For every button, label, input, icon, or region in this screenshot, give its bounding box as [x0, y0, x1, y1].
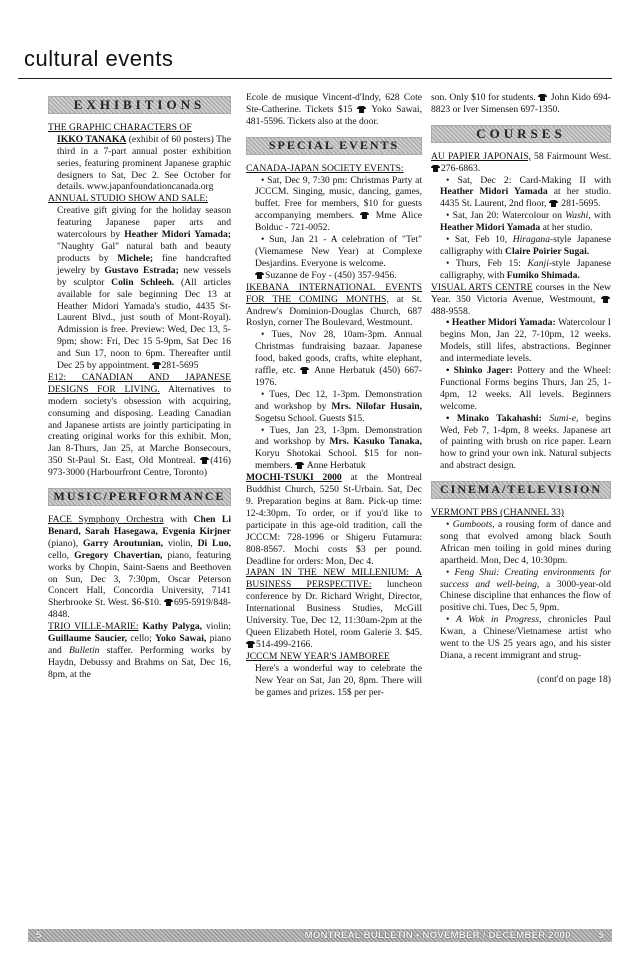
cinema-television-banner: CINEMA/TELEVISION — [431, 481, 611, 499]
program-title: Gumboots, — [452, 519, 495, 530]
exhibition-entry — [48, 193, 231, 372]
entry-text: • Tues, Nov 28, 10am-3pm. Annual Christmas fundraising bazaar. Japanese food, baked goods, crafts, white elephant, raffle, etc. — [255, 329, 422, 377]
page-title: cultural events — [24, 46, 174, 71]
entry-title: TRIO VILLE-MARIE: — [48, 621, 139, 633]
entry-text: Koryu Shotokai School. $15 for non-members. — [255, 448, 422, 472]
entry-title: FACE Symphony Orchestra — [48, 514, 164, 525]
entry-text: at St. Andrew's Dominion-Douglas Church, 687 Roslyn, corner The Boulevard, Westmount. — [246, 293, 422, 329]
artist-name: IKKO TANAKA — [57, 133, 127, 145]
entry-text: piano and — [48, 633, 231, 656]
artist-name: Michele; — [117, 252, 154, 264]
phone-number: 488-9558. — [431, 305, 471, 317]
entry-title: MOCHI-TSUKI 2000 — [246, 472, 342, 484]
entry-text: (All articles available for sale beginning Dec 13 at Heather Midori Yamada's studio, 4435 St-Laurent Blvd., just south of Mont-Royal). Admission is free. Preview: Wed, Dec 13, 5-9pm; show: Fri, Dec 15 5-9pm, Sat Dec 16 and Sun 17, noon to 6pm. Thereafter until Dec 25 by appointment. — [57, 276, 232, 372]
entry-text: new vessels by sculptor — [57, 264, 231, 288]
artist-name: Garry Aroutunian, — [82, 537, 164, 549]
entry-text: chronicles Paul Kwan, a Chinese/Vietnamese artist who went to the US 25 years ago, and his sister Diana, a recent immigrant and strug- — [440, 614, 611, 661]
entry-text: John Kido 694-8823 or Iver Simensen 697-1350. — [431, 92, 611, 115]
special-event-entry — [246, 163, 422, 282]
phone-icon — [360, 212, 369, 219]
column-1 — [48, 92, 231, 681]
entry-text: Ecole de musique Vincent-d'Indy, 628 Cote Ste-Catherine. Tickets $15 — [246, 92, 422, 115]
entry-text: Hiragana — [512, 234, 551, 246]
artist-name: Guillaume Saucier, — [48, 633, 128, 645]
entry-text: a rousing form of dance and song that evolved among black South African men toiling in gold mines during apartheid. Mon, Dec 4, 10:30pm. — [440, 519, 611, 566]
entry-text: Kanji — [527, 257, 549, 269]
entry-text: violin; — [205, 621, 231, 633]
entry-text: • Sat, Jan 20: Watercolour on — [446, 210, 562, 222]
artist-name: Gregory Chavertian, — [74, 549, 163, 561]
phone-icon — [549, 200, 558, 207]
artist-name: Kathy Palyga, — [142, 621, 203, 633]
special-event-entry — [246, 567, 422, 650]
continued-note: (cont'd on page 18) — [537, 673, 611, 685]
entry-text: (exhibit of 60 posters) The third in a 7-part annual poster exhibition series, featuring prominent Japanese graphic designers to Sat, Dec 2. See October for details. www.japanfoundationcanada.org — [57, 133, 231, 193]
music-entry — [48, 621, 231, 681]
artist-name: • Minako Takahashi: — [446, 412, 542, 424]
artist-name: Colin Schleeh. — [111, 276, 175, 288]
entry-text: Washi, — [565, 210, 591, 222]
cinema-entry: VERMONT PBS (CHANNEL 33) • Gumboots, a rousing form of dance and song that evolved among black South African men toiling in gold mines during apartheid. Mon, Dec 4, 10:30pm. • Feng Shui: Creating environments for success and well-being, a 3000-year-old Chinese discipline that enhances the flow of positive chi. Tues, Dec 5, 9pm. • A Wok in Progress, chronicles Paul Kwan, a Chinese/Vietnamese artist who went to the US 25 years ago, and his sister Diana, a recent immigrant and strug- — [431, 507, 612, 661]
special-event-entry-continued — [431, 92, 611, 116]
entry-title: JCCCM NEW YEAR'S JAMBOREE — [246, 650, 390, 662]
publication-footer: MONTREAL BULLETIN • NOVEMBER / DECEMBER 2000 — [304, 930, 571, 941]
course-entry — [431, 282, 611, 473]
entry-text: • Sun, Jan 21 - A celebration of "Tet" (Viemamese New Year) at Complexe Desjardins. Everyone is welcome. — [255, 234, 422, 269]
phone-number: 281-5695. — [561, 198, 601, 210]
phone-number: 281-5695 — [161, 360, 199, 372]
phone-number: 695-5919/848-4848. — [48, 597, 231, 621]
entry-text: cello; — [130, 633, 152, 645]
phone-icon — [152, 362, 161, 369]
phone-icon — [431, 165, 440, 172]
artist-name: Claire Poirier Sugai. — [505, 245, 590, 257]
phone-icon — [164, 599, 173, 606]
artist-name: Gustavo Estrada; — [104, 264, 179, 276]
artist-name: Heather Midori Yamada — [440, 186, 548, 198]
entry-title: IKEBANA INTERNATIONAL EVENTS FOR THE COMING MONTHS, — [246, 281, 422, 305]
artist-name: Chen Li Benard, Sarah Hasegawa, Evgenia Kirjner — [48, 514, 231, 537]
entry-text: with — [593, 210, 611, 222]
entry-text: begins Wed, Feb 7, 1-4pm, 8 weeks. Japanese art of painting with brush on rice paper. Learn how to grind your own ink. Natural subjects and abstract design. — [440, 412, 611, 472]
phone-icon — [300, 367, 309, 374]
artist-name: • Shinko Jager: — [446, 365, 513, 377]
entry-text: a 3000-year-old Chinese discipline that enhances the flow of positive chi. Tues, Dec 5, 9pm. — [440, 578, 612, 614]
entry-text: Yoko Sawai, 481-5596. Tickets also at the door. — [246, 103, 422, 127]
exhibition-entry — [48, 122, 231, 193]
entry-text: violin, — [167, 537, 193, 549]
entry-text: • Tues, Dec 12, 1-3pm. Demonstration and workshop by — [255, 388, 422, 412]
entry-text: Suzanne de Foy - (450) 357-9456. — [265, 269, 397, 281]
special-event-entry — [246, 651, 422, 699]
entry-text: Sogetsu School. Guests $15. — [255, 412, 365, 424]
column-3 — [431, 92, 611, 686]
entry-title: CANADA-JAPAN SOCIETY EVENTS: — [246, 162, 404, 174]
page-number-right: 5 — [598, 930, 604, 941]
phone-icon — [255, 272, 264, 279]
entry-text: Anne Herbatuk — [306, 460, 366, 472]
music-entry-continued — [246, 92, 422, 128]
entry-text: Creative gift giving for the holiday season featuring Japanese paper arts and watercolours by — [57, 205, 231, 241]
artist-name: Mrs. Nilofar Husain, — [331, 400, 422, 412]
entry-text: Watercolour I begins Mon, Jan 22, 7-10pm, 12 weeks. Models, still lifes, abstractions. Beginner and intermediate levels. — [440, 317, 611, 365]
special-events-banner: SPECIAL EVENTS — [246, 137, 422, 155]
entry-text: cello, — [48, 549, 70, 561]
entry-text: fine handcrafted jewelry by — [57, 252, 231, 276]
phone-number: (416) 973-3000 (Harbourfront Centre, Toronto) — [48, 455, 231, 479]
artist-name: Fumiko Shimada. — [506, 269, 580, 281]
program-title: A Wok in Progress, — [455, 614, 542, 626]
entry-title: VISUAL ARTS CENTRE — [431, 281, 533, 293]
entry-title: VERMONT PBS (CHANNEL 33) — [431, 507, 564, 519]
phone-icon — [200, 457, 209, 464]
entry-text: son. Only $10 for students. — [431, 92, 536, 103]
artist-name: Heather Midori Yamada — [440, 222, 541, 234]
artist-name: Heather Midori Yamada; — [124, 229, 231, 241]
entry-text: at her studio. 4435 St. Laurent, 2nd floor, — [440, 186, 611, 210]
entry-title: JAPAN IN THE NEW MILLENIUM: A BUSINESS PERSPECTIVE: — [246, 567, 422, 591]
phone-icon — [357, 106, 366, 113]
entry-title: E12: CANADIAN AND JAPANESE DESIGNS FOR LIVING. — [48, 371, 231, 395]
artist-name: Yoko Sawai, — [155, 633, 207, 645]
entry-text: Sumi-e, — [549, 412, 579, 424]
phone-number: 514-499-2166. — [256, 638, 313, 650]
artist-name: Mrs. Kasuko Tanaka, — [329, 436, 422, 448]
entry-text: -style Japanese calligraphy, with — [440, 257, 611, 281]
phone-icon — [246, 641, 255, 648]
entry-text: Anne Herbatuk (450) 667-1976. — [255, 365, 422, 388]
entry-text: with — [170, 514, 188, 525]
entry-title: ANNUAL STUDIO SHOW AND SALE: — [48, 193, 208, 205]
entry-text: Here's a wonderful way to celebrate the New Year on Sat, Jan 20, 8pm. There will be games and prizes. 15$ per per- — [255, 662, 422, 698]
entry-text: piano, featuring works by Chopin, Saint-Saens and Beethoven on Sun, Dec 3, 7:30pm, Oscar Peterson Concert Hall, Concordia University, 7141 Sherbrooke St. West. $6-$10. — [48, 549, 231, 609]
entry-text: • Sat, Dec 2: Card-Making II with — [446, 174, 611, 186]
entry-text: Pottery and the Wheel: Functional Forms begins Thurs, Jan 25, 1-4pm, 12 weeks. All levels. Beginners welcome. — [440, 365, 611, 412]
footer-bar — [28, 929, 612, 942]
entry-title: THE GRAPHIC CHARACTERS OF — [48, 121, 192, 133]
music-performance-banner: MUSIC/PERFORMANCE — [48, 488, 231, 506]
entry-text: -style Japanese calligraphy with — [440, 234, 611, 257]
entry-title: AU PAPIER JAPONAIS, — [431, 150, 531, 162]
phone-icon — [295, 462, 304, 469]
entry-text: Mme Alice Bolduc - 721-0052. — [255, 210, 422, 234]
exhibitions-banner: EXHIBITIONS — [48, 96, 231, 114]
entry-text: 58 Fairmount West. — [534, 150, 611, 162]
publication-name: Bulletin — [69, 644, 100, 656]
phone-number: 276-6863. — [441, 162, 481, 174]
title-rule — [18, 78, 612, 79]
column-2 — [246, 92, 422, 698]
entry-text: courses in the New Year. 350 Victoria Avenue, Westmount, — [431, 281, 611, 305]
entry-text: • Sat, Dec 9, 7:30 pm: Christmas Party at JCCCM. Singing, music, dancing, games, buffet. Free for members, $10 for guests accompanying members. — [255, 174, 422, 222]
phone-icon — [601, 296, 610, 303]
artist-name: Di Luo, — [197, 537, 231, 549]
entry-text: at the Montreal Buddhist Church, 5250 St-Urbain. Sat, Dec 9. Preparation begins at 8am. Pick-up time: 12-4:30pm. To order, or if you'd like to participate in this age-old tradition, call the JCCCM: 728-1996 or Shigeru Futamura: 808-8567. Mochi costs $3 per pound. Deadline for orders: Mon, Dec 4. — [246, 472, 423, 567]
course-entry — [431, 151, 611, 282]
entry-text: • Thurs, Feb 15: — [446, 257, 521, 269]
entry-text: Alternatives to modern society's obsession with acquiring, consuming and disposing. Leading Canadian and Japanese artists are jointly participating in creating original works for this exhibit. Mon, Jan 8-Thurs, Jan 25, at Marche Bonsecours, 350 St-Paul St. East, Old Montreal. — [48, 383, 232, 467]
special-event-entry — [246, 282, 422, 473]
entry-text: "Naughty Gal" natural bath and beauty products by — [57, 240, 231, 264]
program-title: Feng Shui: Creating environments for success and well-being, — [440, 566, 611, 590]
music-entry — [48, 514, 231, 621]
phone-icon — [538, 94, 547, 101]
entry-text: • Sat, Feb 10, — [446, 234, 508, 246]
special-event-entry — [246, 472, 422, 567]
entry-text: • Tues, Jan 23, 1-3pm. Demonstration and workshop by — [255, 424, 422, 448]
page-number-left: 5 — [36, 930, 42, 941]
entry-text: at her studio. — [542, 222, 593, 234]
exhibition-entry — [48, 372, 231, 479]
artist-name: • Heather Midori Yamada: — [446, 317, 556, 329]
courses-banner: COURSES — [431, 125, 611, 143]
entry-text: (piano), — [48, 537, 79, 549]
entry-text: staffer. Performing works by Haydn, Debussy and Brahms on Sat, Dec 16, 8pm, at the — [48, 644, 231, 680]
entry-text: luncheon conference by Dr. Richard Wright, Director, International Business Studies, McGill University. Tue, Dec 12, 11:30am-2pm at the Queen Elizabeth Hotel, room Galerie 3. $45. — [246, 579, 422, 638]
